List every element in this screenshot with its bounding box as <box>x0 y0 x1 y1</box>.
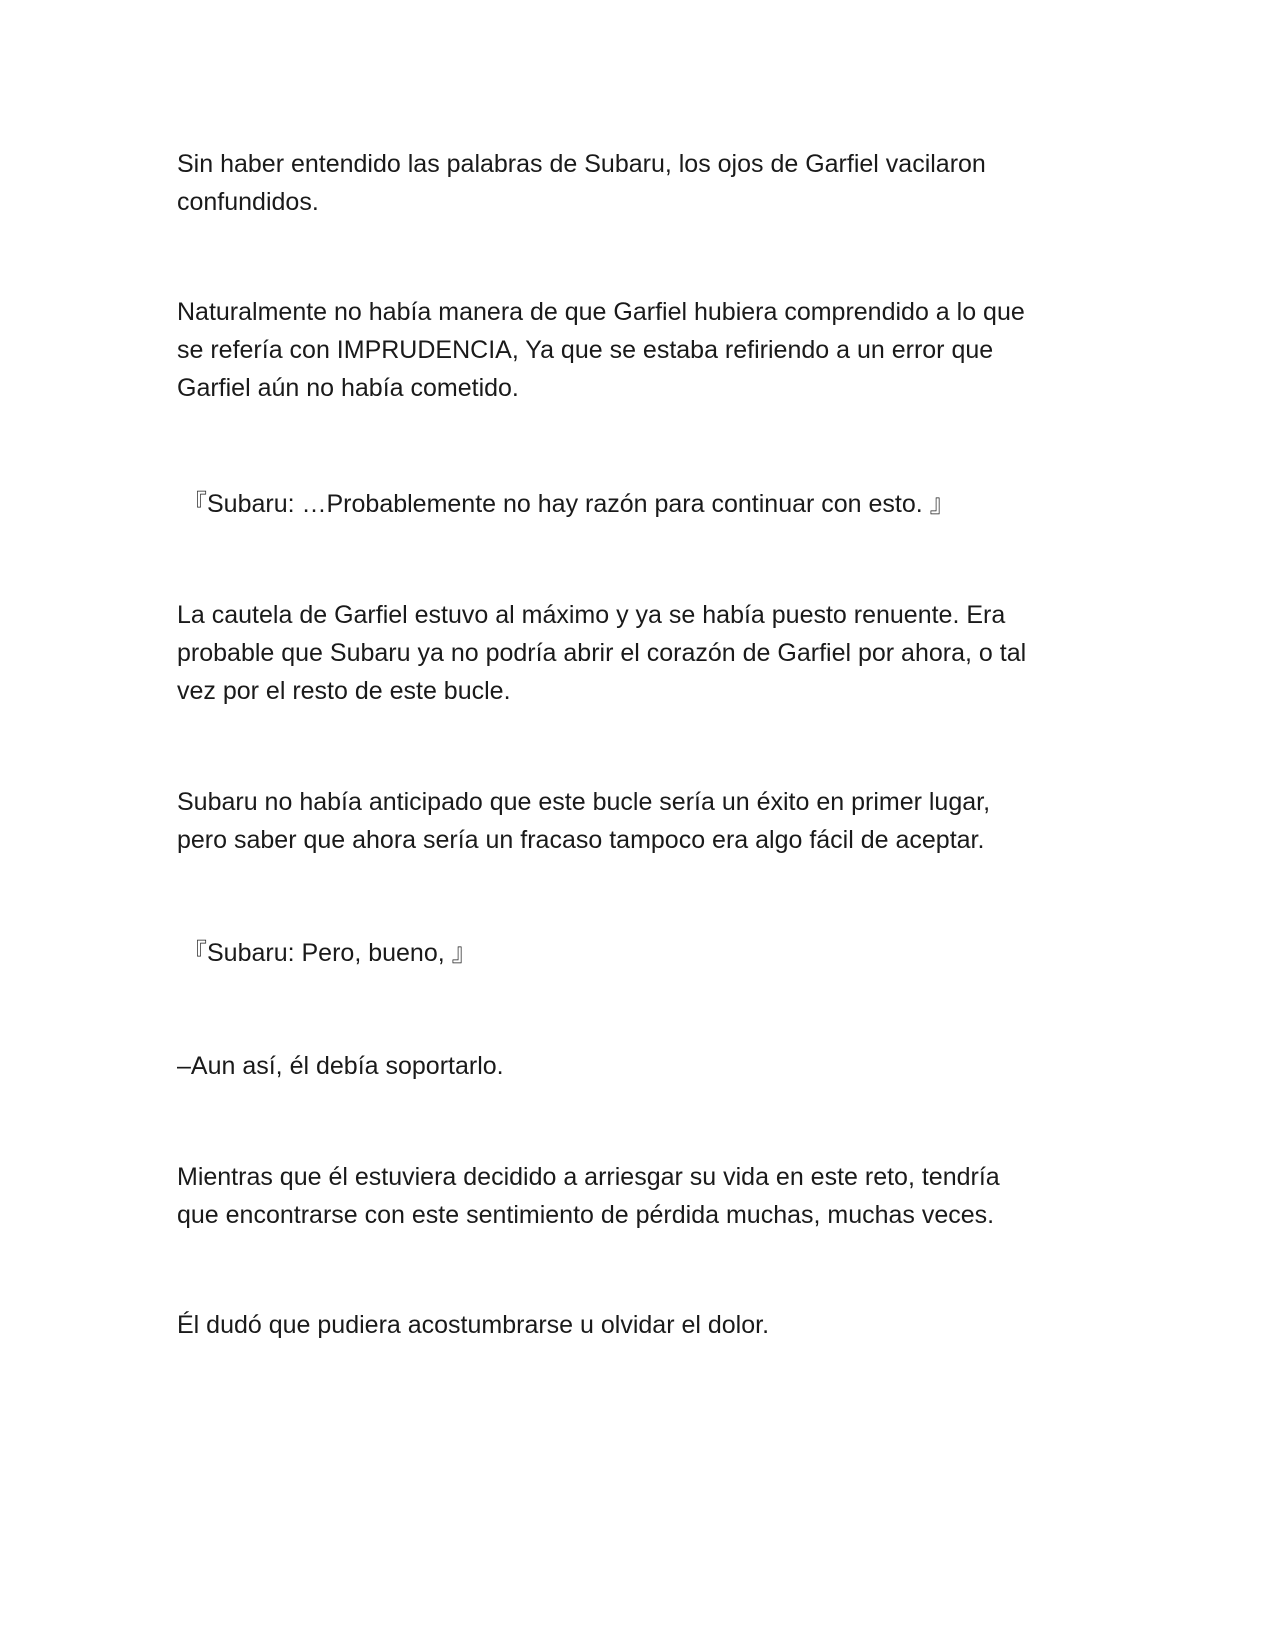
paragraph-3 <box>177 596 1107 710</box>
text-line: Naturalmente no había manera de que Garfiel hubiera comprendido a lo que <box>177 298 1025 326</box>
text-line: probable que Subaru ya no podría abrir el corazón de Garfiel por ahora, o tal <box>177 639 1027 667</box>
text-line: confundidos. <box>177 188 319 216</box>
text-line: vez por el resto de este bucle. <box>177 677 511 705</box>
text-line: –Aun así, él debía soportarlo. <box>177 1052 504 1080</box>
text-line: Él dudó que pudiera acostumbrarse u olvidar el dolor. <box>177 1311 770 1339</box>
text-line: Garfiel aún no había cometido. <box>177 374 519 402</box>
text-line: Subaru no había anticipado que este bucle sería un éxito en primer lugar, <box>177 788 991 816</box>
paragraph-7 <box>177 1306 1107 1344</box>
dialogue-line-1 <box>182 485 1112 523</box>
text-line: 『Subaru: Pero, bueno, 』 <box>182 939 477 967</box>
text-line: La cautela de Garfiel estuvo al máximo y ya se había puesto renuente. Era <box>177 601 1006 629</box>
text-line: que encontrarse con este sentimiento de pérdida muchas, muchas veces. <box>177 1201 995 1229</box>
text-line: Mientras que él estuviera decidido a arriesgar su vida en este reto, tendría <box>177 1163 1000 1191</box>
text-line: se refería con IMPRUDENCIA, Ya que se estaba refiriendo a un error que <box>177 336 994 364</box>
text-line: 『Subaru: …Probablemente no hay razón para continuar con esto. 』 <box>182 490 955 518</box>
paragraph-1 <box>177 145 1107 221</box>
text-line: Sin haber entendido las palabras de Subaru, los ojos de Garfiel vacilaron <box>177 150 986 178</box>
text-line: pero saber que ahora sería un fracaso tampoco era algo fácil de aceptar. <box>177 826 985 854</box>
paragraph-6 <box>177 1158 1107 1234</box>
paragraph-5 <box>177 1047 1107 1085</box>
dialogue-line-2 <box>182 934 1112 972</box>
paragraph-4 <box>177 783 1107 859</box>
paragraph-2 <box>177 293 1107 407</box>
